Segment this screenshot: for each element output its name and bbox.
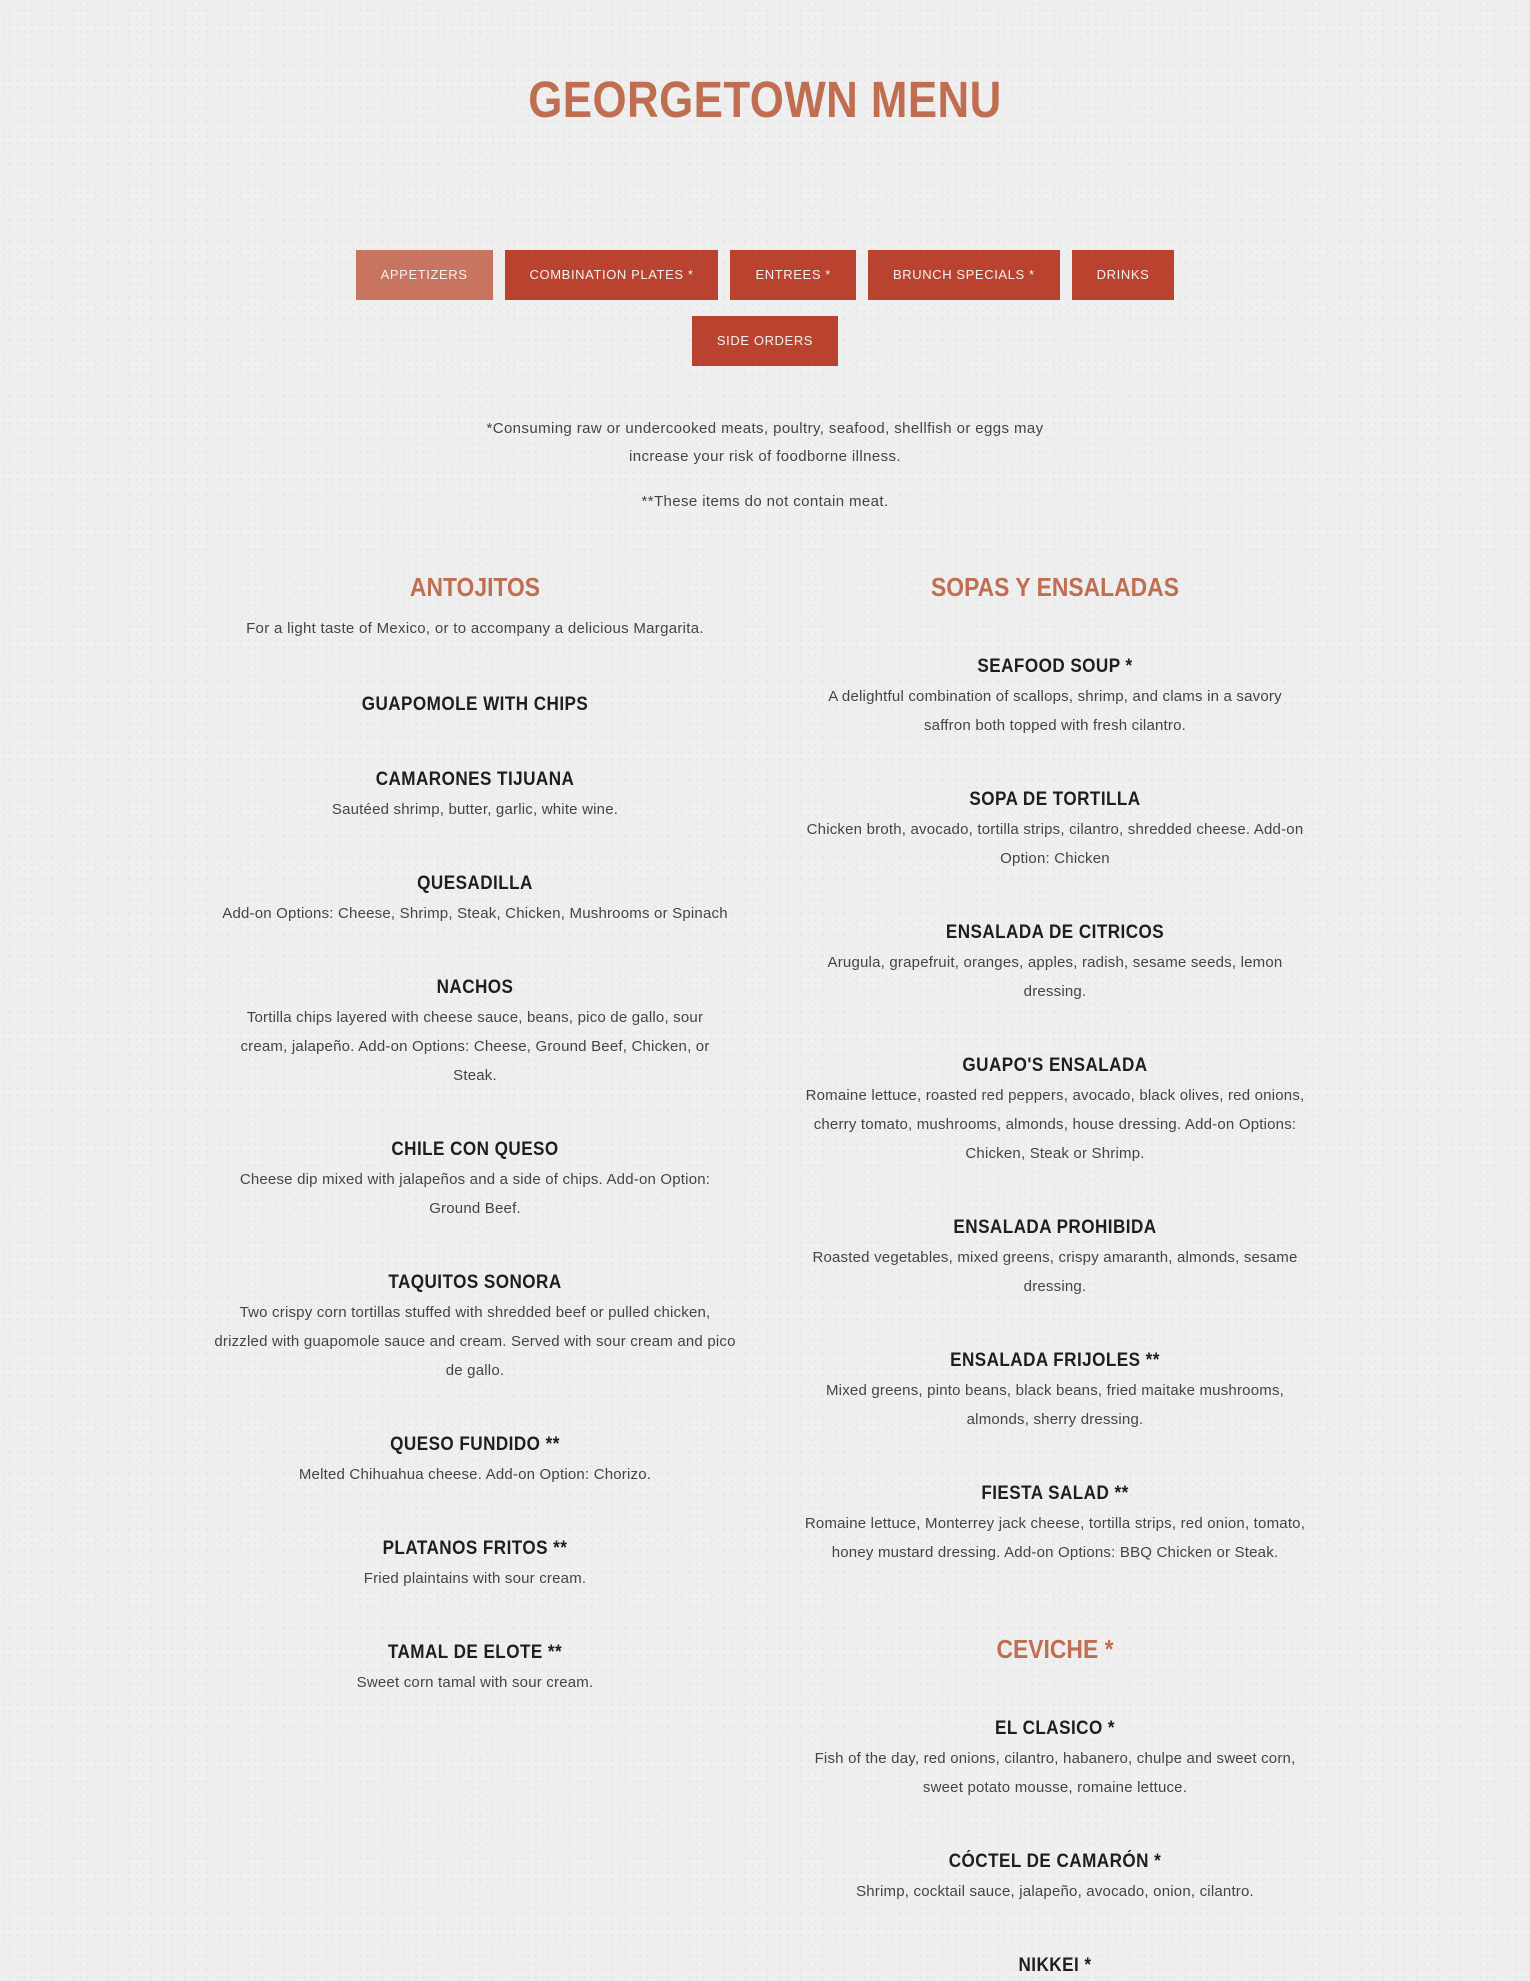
menu-item (785, 652, 1325, 740)
section-title-sopas-y-ensaladas: SOPAS Y ENSALADAS (931, 572, 1179, 602)
menu-item-description: Fried plaintains with sour cream. (363, 1570, 587, 1587)
menu-item-name: NACHOS (436, 977, 514, 998)
menu-item-description: Sweet corn tamal with sour cream. (356, 1674, 594, 1691)
menu-item (205, 869, 745, 928)
menu-item-description: Fish of the day, red onions, cilantro, habanero, chulpe and sweet corn, sweet potato mousse, romaine lettuce. (814, 1750, 1296, 1796)
menu-item (785, 1714, 1325, 1802)
menu-item-description: Sautéed shrimp, butter, garlic, white wine. (331, 801, 619, 818)
menu-item-name: FIESTA SALAD ** (981, 1483, 1129, 1504)
menu-item-description: A delightful combination of scallops, shrimp, and clams in a savory saffron both topped with fresh cilantro. (828, 688, 1282, 734)
menu-item-description: Melted Chihuahua cheese. Add-on Option: Chorizo. (298, 1466, 652, 1483)
menu-item-name: ENSALADA FRIJOLES ** (950, 1350, 1160, 1371)
menu-item (205, 1430, 745, 1489)
tab-side-orders[interactable]: SIDE ORDERS (692, 316, 838, 366)
menu-item (785, 785, 1325, 873)
menu-item-description: Chicken broth, avocado, tortilla strips, cilantro, shredded cheese. Add-on Option: Chicken (806, 821, 1304, 867)
menu-item-description: Roasted vegetables, mixed greens, crispy amaranth, almonds, sesame dressing. (812, 1249, 1298, 1295)
menu-item-name: CAMARONES TIJUANA (375, 769, 575, 790)
menu-item (785, 1051, 1325, 1168)
menu-item (785, 1847, 1325, 1906)
menu-item-name: QUESADILLA (417, 873, 533, 894)
menu-item-description: Arugula, grapefruit, oranges, apples, radish, sesame seeds, lemon dressing. (827, 954, 1283, 1000)
menu-item (205, 1638, 745, 1697)
menu-item (205, 690, 745, 720)
tab-drinks[interactable]: DRINKS (1072, 250, 1175, 300)
menu-item (205, 1135, 745, 1223)
section-description: For a light taste of Mexico, or to accompany a delicious Margarita. (246, 620, 704, 637)
menu-item-name: SEAFOOD SOUP * (977, 656, 1133, 677)
tab-combination-plates[interactable]: COMBINATION PLATES * (505, 250, 719, 300)
menu-item (205, 973, 745, 1090)
menu-item (205, 1534, 745, 1593)
menu-item-name: CHILE CON QUESO (391, 1139, 559, 1160)
menu-item (205, 1268, 745, 1385)
menu-category-tabs (340, 250, 1190, 366)
menu-item-description: Two crispy corn tortillas stuffed with shredded beef or pulled chicken, drizzled with guapomole sauce and cream. Served with sour cream and pico de gallo. (214, 1304, 736, 1379)
menu-item-name: SOPA DE TORTILLA (969, 789, 1141, 810)
menu-item-name: QUESO FUNDIDO ** (390, 1434, 560, 1455)
menu-item-description: Cheese dip mixed with jalapeños and a side of chips. Add-on Option: Ground Beef. (239, 1171, 711, 1217)
menu-item-name: CÓCTEL DE CAMARÓN * (948, 1851, 1162, 1872)
menu-item (785, 1479, 1325, 1567)
menu-item (785, 1346, 1325, 1434)
menu-item-name: GUAPO'S ENSALADA (962, 1055, 1148, 1076)
menu-item-description: Romaine lettuce, roasted red peppers, avocado, black olives, red onions, cherry tomato, mushrooms, almonds, house dressing. Add-on Options: Chicken, Steak or Shrimp. (805, 1087, 1305, 1162)
menu-item-description: Tortilla chips layered with cheese sauce, beans, pico de gallo, sour cream, jalapeño. Add-on Options: Cheese, Ground Beef, Chicken, or Steak. (240, 1009, 710, 1084)
menu-item-name: TAQUITOS SONORA (388, 1272, 562, 1293)
menu-item-name: ENSALADA DE CITRICOS (945, 922, 1165, 943)
page-title: GEORGETOWN MENU (528, 71, 1002, 128)
menu-item-name: ENSALADA PROHIBIDA (953, 1217, 1157, 1238)
menu-item-name: NIKKEI * (1018, 1955, 1092, 1976)
menu-item-name: GUAPOMOLE WITH CHIPS (361, 694, 589, 715)
sopas-y-ensaladas-section (785, 568, 1325, 1981)
raw-food-notice-line2: increase your risk of foodborne illness. (629, 448, 901, 465)
antojitos-section (205, 568, 745, 1697)
menu-item-name: PLATANOS FRITOS ** (382, 1538, 568, 1559)
menu-item-description: Romaine lettuce, Monterrey jack cheese, tortilla strips, red onion, tomato, honey mustard dressing. Add-on Options: BBQ Chicken or Steak. (804, 1515, 1306, 1561)
tab-brunch-specials[interactable]: BRUNCH SPECIALS * (868, 250, 1060, 300)
menu-item (785, 1213, 1325, 1301)
tab-appetizers[interactable]: APPETIZERS (356, 250, 493, 300)
section-title-antojitos: ANTOJITOS (409, 572, 541, 602)
menu-item (785, 918, 1325, 1006)
menu-item-name: EL CLASICO * (994, 1718, 1116, 1739)
menu-item (785, 1951, 1325, 1981)
tab-entrees[interactable]: ENTREES * (730, 250, 855, 300)
menu-item-description: Mixed greens, pinto beans, black beans, fried maitake mushrooms, almonds, sherry dressing. (825, 1382, 1285, 1428)
menu-item-description: Shrimp, cocktail sauce, jalapeño, avocado, onion, cilantro. (856, 1883, 1254, 1900)
section-title-ceviche: CEVICHE * (996, 1634, 1114, 1664)
menu-item-name: TAMAL DE ELOTE ** (387, 1642, 563, 1663)
menu-item-description: Add-on Options: Cheese, Shrimp, Steak, Chicken, Mushrooms or Spinach (222, 905, 728, 922)
no-meat-notice: **These items do not contain meat. (641, 493, 889, 510)
menu-item (205, 765, 745, 824)
raw-food-notice-line1: *Consuming raw or undercooked meats, poultry, seafood, shellfish or eggs may (486, 420, 1044, 437)
